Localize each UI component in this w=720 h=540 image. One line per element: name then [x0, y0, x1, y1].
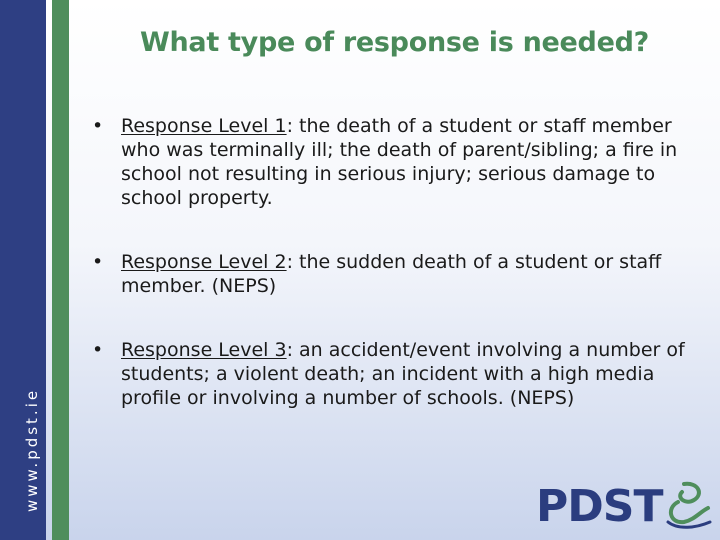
- website-url: www.pdst.ie: [23, 387, 41, 512]
- bullet-dot: •: [92, 115, 104, 137]
- bullet-level-label: Response Level 2: [121, 251, 287, 273]
- bullet-text: : an accident/event involving a number of students; a violent death; an incident with a high media profile or involving a number of schools. (NEPS): [121, 339, 685, 409]
- swirl-icon: [654, 478, 714, 534]
- sidebar-stripe: [52, 0, 69, 540]
- bullet-item-1: [92, 114, 712, 210]
- bullet-text: : the sudden death of a student or staff member. (NEPS): [121, 251, 662, 297]
- bullet-item-3: [92, 338, 712, 410]
- bullet-dot: •: [92, 339, 104, 361]
- bullet-text: : the death of a student or staff member who was terminally ill; the death of parent/sibling; a fire in school not resulting in serious injury; serious damage to school property.: [121, 115, 678, 209]
- bullet-level-label: Response Level 3: [121, 339, 287, 361]
- bullet-item-2: [92, 250, 712, 298]
- logo-text: PDST: [536, 481, 663, 532]
- bullet-level-label: Response Level 1: [121, 115, 287, 137]
- bullet-list: [92, 114, 712, 410]
- slide-title: What type of response is needed?: [140, 27, 649, 58]
- bullet-dot: •: [92, 251, 104, 273]
